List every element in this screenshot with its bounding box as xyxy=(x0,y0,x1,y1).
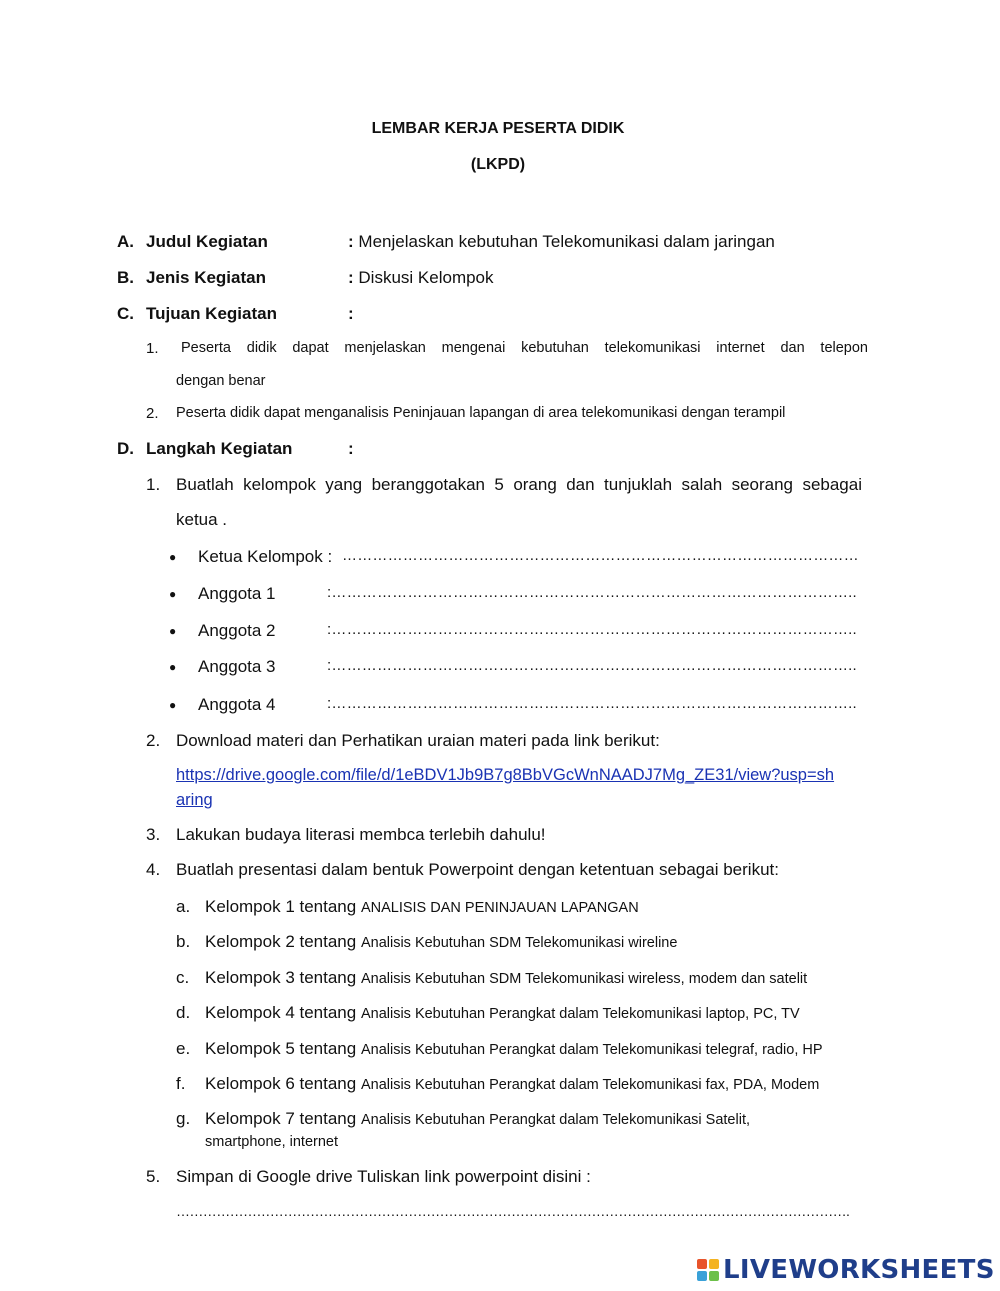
objective-1-text-cont: dengan benar xyxy=(176,373,266,389)
section-c-letter: C. xyxy=(117,304,134,323)
bullet-icon: ● xyxy=(169,587,177,601)
section-d-colon: : xyxy=(348,439,354,458)
member-2-label: Anggota 2 xyxy=(198,621,276,640)
bullet-icon: ● xyxy=(169,624,177,638)
section-b-colon: : xyxy=(348,268,354,287)
logo-text: LIVEWORKSHEETS xyxy=(723,1255,995,1285)
logo-mark-icon xyxy=(697,1259,719,1281)
section-a-colon: : xyxy=(348,232,354,251)
member-4-fill-line[interactable]: :………………………………………………………………………………………….. xyxy=(327,695,857,712)
material-link[interactable]: https://drive.google.com/file/d/1eBDV1Jb9B7g8BbVGcWnNAADJ7Mg_ZE31/view?usp=sh xyxy=(176,766,835,784)
step-1-text-cont: ketua . xyxy=(176,510,228,529)
group-f-text: Kelompok 6 tentang Analisis Kebutuhan Perangkat dalam Telekomunikasi fax, PDA, Modem xyxy=(205,1074,820,1093)
objective-2-number: 2. xyxy=(146,405,159,422)
step-4-number: 4. xyxy=(146,860,161,879)
group-a-letter: a. xyxy=(176,897,191,916)
objective-1-text: Peserta didik dapat menjelaskan mengenai kebutuhan telekomunikasi internet dan telepon xyxy=(181,340,868,356)
group-g-text: Kelompok 7 tentang Analisis Kebutuhan Perangkat dalam Telekomunikasi Satelit, xyxy=(205,1109,750,1128)
member-4-label: Anggota 4 xyxy=(198,695,276,714)
group-c-text: Kelompok 3 tentang Analisis Kebutuhan SDM Telekomunikasi wireless, modem dan satelit xyxy=(205,968,808,987)
member-3-fill-line[interactable]: :………………………………………………………………………………………….. xyxy=(327,657,857,674)
bullet-icon: ● xyxy=(169,698,177,712)
group-d-letter: d. xyxy=(176,1003,191,1022)
activity-type: Diskusi Kelompok xyxy=(358,268,494,287)
activity-title: Menjelaskan kebutuhan Telekomunikasi dalam jaringan xyxy=(358,232,775,251)
leader-fill-line[interactable]: ………………………………………………………………………………………… xyxy=(342,547,859,564)
member-1-fill-line[interactable]: :………………………………………………………………………………………….. xyxy=(327,584,857,601)
member-3-label: Anggota 3 xyxy=(198,657,276,676)
section-a-letter: A. xyxy=(117,232,134,251)
step-1-number: 1. xyxy=(146,475,161,494)
material-link-cont[interactable]: aring xyxy=(176,791,213,809)
objective-1-number: 1. xyxy=(146,340,159,357)
group-b-letter: b. xyxy=(176,932,191,951)
group-g-text-cont: smartphone, internet xyxy=(205,1134,338,1150)
worksheet-subtitle: (LKPD) xyxy=(470,156,526,173)
section-b-label: Jenis Kegiatan xyxy=(146,268,266,287)
link-fill-line[interactable]: ……………………………………………………………………………………………………………………………………. xyxy=(176,1203,850,1219)
section-c-label: Tujuan Kegiatan xyxy=(146,304,277,323)
step-3-number: 3. xyxy=(146,825,161,844)
step-3-text: Lakukan budaya literasi membca terlebih dahulu! xyxy=(176,825,546,844)
section-d-label: Langkah Kegiatan xyxy=(146,439,293,458)
step-2-number: 2. xyxy=(146,731,161,750)
group-e-letter: e. xyxy=(176,1039,191,1058)
group-f-letter: f. xyxy=(176,1074,186,1093)
section-c-colon: : xyxy=(348,304,354,323)
step-1-text: Buatlah kelompok yang beranggotakan 5 orang dan tunjuklah salah seorang sebagai xyxy=(176,475,862,494)
step-4-text: Buatlah presentasi dalam bentuk Powerpoint dengan ketentuan sebagai berikut: xyxy=(176,860,779,879)
group-d-text: Kelompok 4 tentang Analisis Kebutuhan Perangkat dalam Telekomunikasi laptop, PC, TV xyxy=(205,1003,800,1022)
section-a-value xyxy=(348,232,775,252)
section-a-label: Judul Kegiatan xyxy=(146,232,268,251)
group-g-letter: g. xyxy=(176,1109,191,1128)
objective-2-text: Peserta didik dapat menganalisis Peninjauan lapangan di area telekomunikasi dengan terampil xyxy=(176,405,786,421)
step-2-text: Download materi dan Perhatikan uraian materi pada link berikut: xyxy=(176,731,660,750)
step-5-number: 5. xyxy=(146,1167,161,1186)
bullet-icon: ● xyxy=(169,660,177,674)
member-1-label: Anggota 1 xyxy=(198,584,276,603)
leader-label: Ketua Kelompok : xyxy=(198,547,333,566)
section-b-letter: B. xyxy=(117,268,134,287)
step-5-text: Simpan di Google drive Tuliskan link powerpoint disini : xyxy=(176,1167,591,1186)
section-b-value xyxy=(348,268,494,288)
liveworksheets-logo xyxy=(697,1255,995,1285)
section-d-letter: D. xyxy=(117,439,134,458)
group-a-text: Kelompok 1 tentang ANALISIS DAN PENINJAUAN LAPANGAN xyxy=(205,897,639,916)
group-c-letter: c. xyxy=(176,968,190,987)
group-b-text: Kelompok 2 tentang Analisis Kebutuhan SDM Telekomunikasi wireline xyxy=(205,932,678,951)
worksheet-title: LEMBAR KERJA PESERTA DIDIK xyxy=(371,120,625,137)
member-2-fill-line[interactable]: :………………………………………………………………………………………….. xyxy=(327,621,857,638)
group-e-text: Kelompok 5 tentang Analisis Kebutuhan Perangkat dalam Telekomunikasi telegraf, radio, HP xyxy=(205,1039,823,1058)
bullet-icon: ● xyxy=(169,550,177,564)
